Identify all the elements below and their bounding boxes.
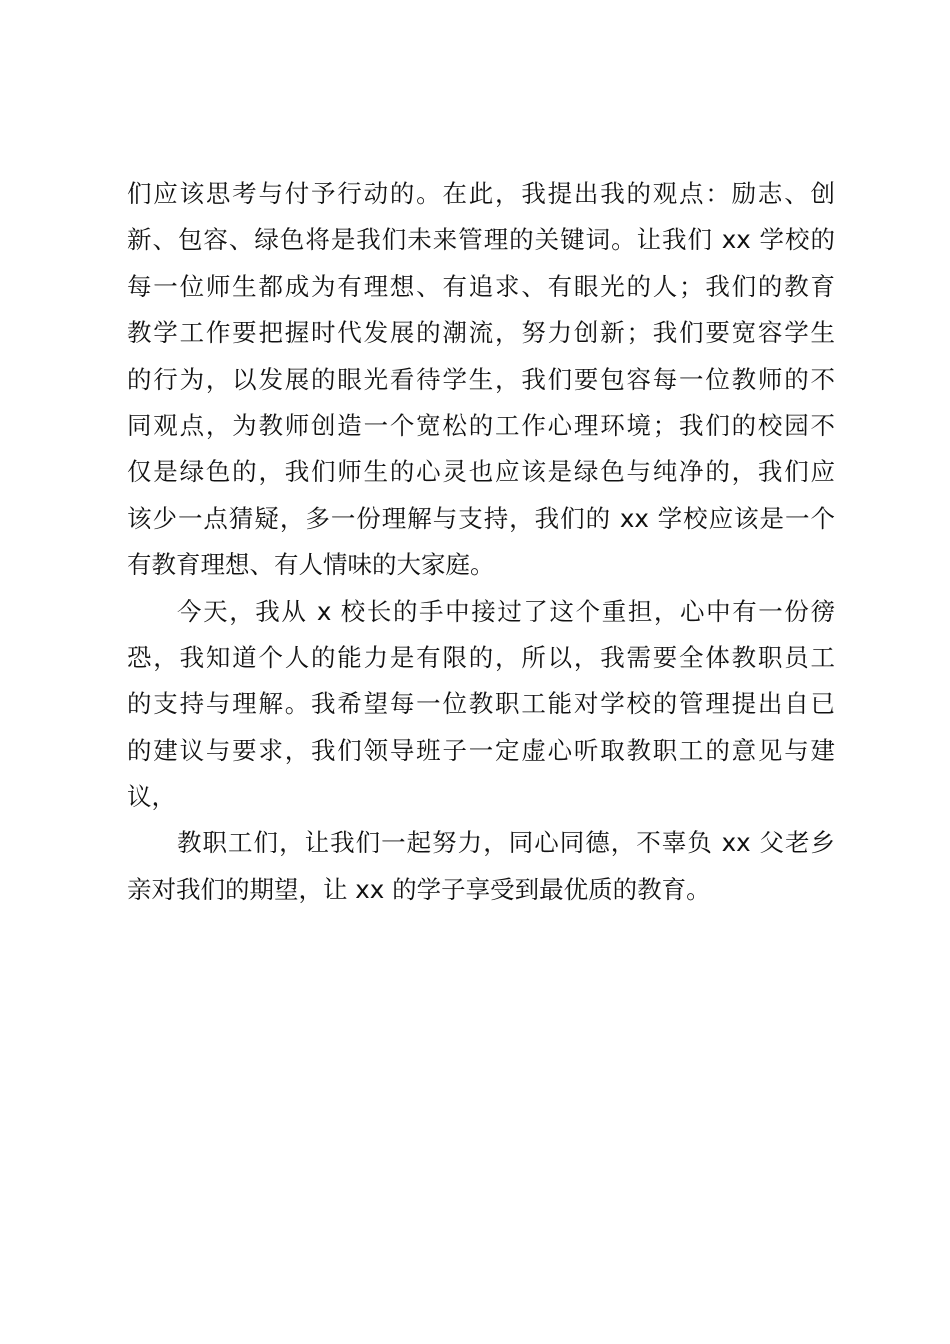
text-line: 的行为，以发展的眼光看待学生，我们要包容每一位教师的不 <box>127 364 835 394</box>
text-line: 新、包容、绿色将是我们未来管理的关键词。让我们 xx 学校的 <box>127 225 835 255</box>
text-line: 有教育理想、有人情味的大家庭。 <box>127 550 495 580</box>
text-line: 教学工作要把握时代发展的潮流，努力创新；我们要宽容学生 <box>127 318 835 348</box>
text-line: 该少一点猜疑，多一份理解与支持，我们的 xx 学校应该是一个 <box>127 503 835 533</box>
paragraph-1 <box>127 171 835 589</box>
paragraph-3 <box>127 820 835 913</box>
text-line: 教职工们，让我们一起努力，同心同德，不辜负 xx 父老乡 <box>177 828 835 858</box>
text-line: 们应该思考与付予行动的。在此，我提出我的观点：励志、创 <box>127 179 835 208</box>
paragraph-2 <box>127 589 835 821</box>
text-line: 今天，我从 x 校长的手中接过了这个重担，心中有一份徬 <box>177 596 835 626</box>
text-line: 的建议与要求，我们领导班子一定虚心听取教职工的意见与建 <box>127 735 835 765</box>
text-line: 仅是绿色的，我们师生的心灵也应该是绿色与纯净的，我们应 <box>127 457 835 487</box>
document-body <box>127 171 835 913</box>
text-line: 每一位师生都成为有理想、有追求、有眼光的人；我们的教育 <box>127 271 835 301</box>
text-line: 恐，我知道个人的能力是有限的，所以，我需要全体教职员工 <box>127 642 835 672</box>
text-line: 的支持与理解。我希望每一位教职工能对学校的管理提出自已 <box>127 689 835 719</box>
text-line: 同观点，为教师创造一个宽松的工作心理环境；我们的校园不 <box>127 410 835 440</box>
text-line: 议， <box>127 782 176 812</box>
text-line: 亲对我们的期望，让 xx 的学子享受到最优质的教育。 <box>127 874 711 904</box>
